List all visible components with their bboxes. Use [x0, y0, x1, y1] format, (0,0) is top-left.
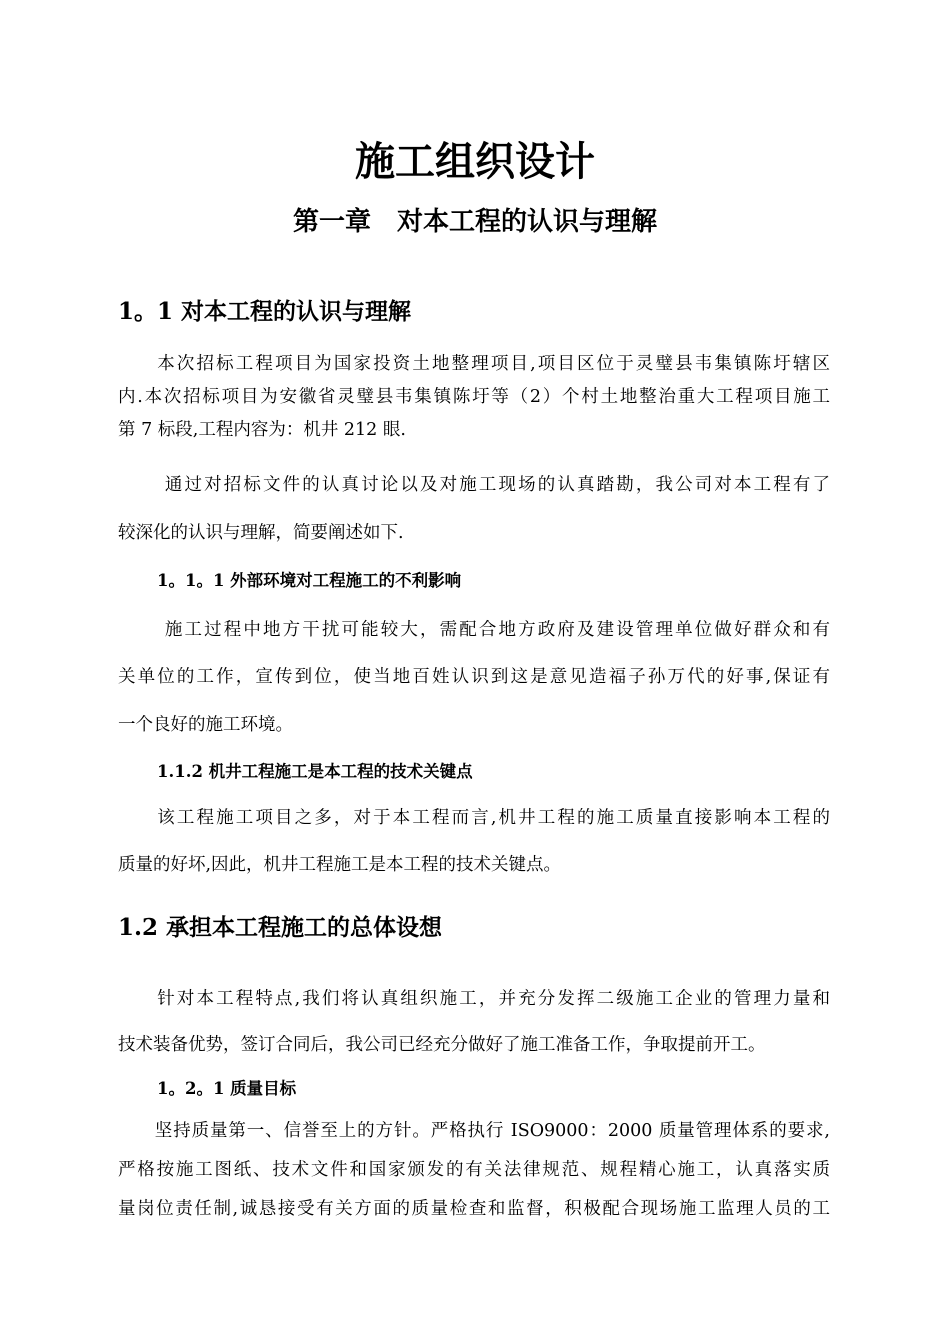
chapter-heading: 第一章 对本工程的认识与理解 [292, 207, 657, 237]
subsection-heading-1-2-1: 1。2。1 质量目标 [157, 1079, 297, 1098]
paragraph-line: 本次招标工程项目为国家投资土地整理项目,项目区位于灵璧县韦集镇陈圩辖区 [118, 354, 830, 374]
paragraph-line: 技术装备优势，签订合同后，我公司已经充分做好了施工准备工作，争取提前开工。 [118, 1035, 766, 1055]
paragraph-line: 质量的好坏,因此，机井工程施工是本工程的技术关键点。 [118, 855, 562, 875]
paragraph-line: 施工过程中地方干扰可能较大，需配合地方政府及建设管理单位做好群众和有 [118, 620, 830, 640]
paragraph-line: 量岗位责任制,诚恳接受有关方面的质量检查和监督，积极配合现场施工监理人员的工 [118, 1199, 830, 1219]
paragraph-line: 针对本工程特点,我们将认真组织施工，并充分发挥二级施工企业的管理力量和 [118, 989, 830, 1009]
subsection-heading-1-1-2: 1.1.2 机井工程施工是本工程的技术关键点 [157, 762, 473, 781]
paragraph-line: 该工程施工项目之多，对于本工程而言,机井工程的施工质量直接影响本工程的 [118, 808, 830, 828]
section-heading-1-1: 1。1 对本工程的认识与理解 [118, 298, 412, 325]
paragraph-line: 严格按施工图纸、技术文件和国家颁发的有关法律规范、规程精心施工，认真落实质 [118, 1160, 830, 1180]
paragraph-line: 第 7 标段,工程内容为：机井 212 眼. [118, 420, 406, 440]
paragraph-line: 较深化的认识与理解，简要阐述如下. [118, 523, 404, 543]
subsection-heading-1-1-1: 1。1。1 外部环境对工程施工的不利影响 [157, 571, 462, 590]
paragraph-line: 内.本次招标项目为安徽省灵璧县韦集镇陈圩等（2）个村土地整治重大工程项目施工 [118, 387, 830, 407]
paragraph-line: 关单位的工作，宣传到位，使当地百姓认识到这是意见造福子孙万代的好事,保证有 [118, 667, 830, 687]
paragraph-line: 一个良好的施工环境。 [118, 715, 293, 735]
paragraph-line: 坚持质量第一、信誉至上的方针。严格执行 ISO9000：2000 质量管理体系的要求, [118, 1121, 830, 1141]
paragraph-line: 通过对招标文件的认真讨论以及对施工现场的认真踏勘，我公司对本工程有了 [118, 475, 830, 495]
section-heading-1-2: 1.2 承担本工程施工的总体设想 [118, 914, 443, 941]
document-title: 施工组织设计 [355, 138, 595, 185]
